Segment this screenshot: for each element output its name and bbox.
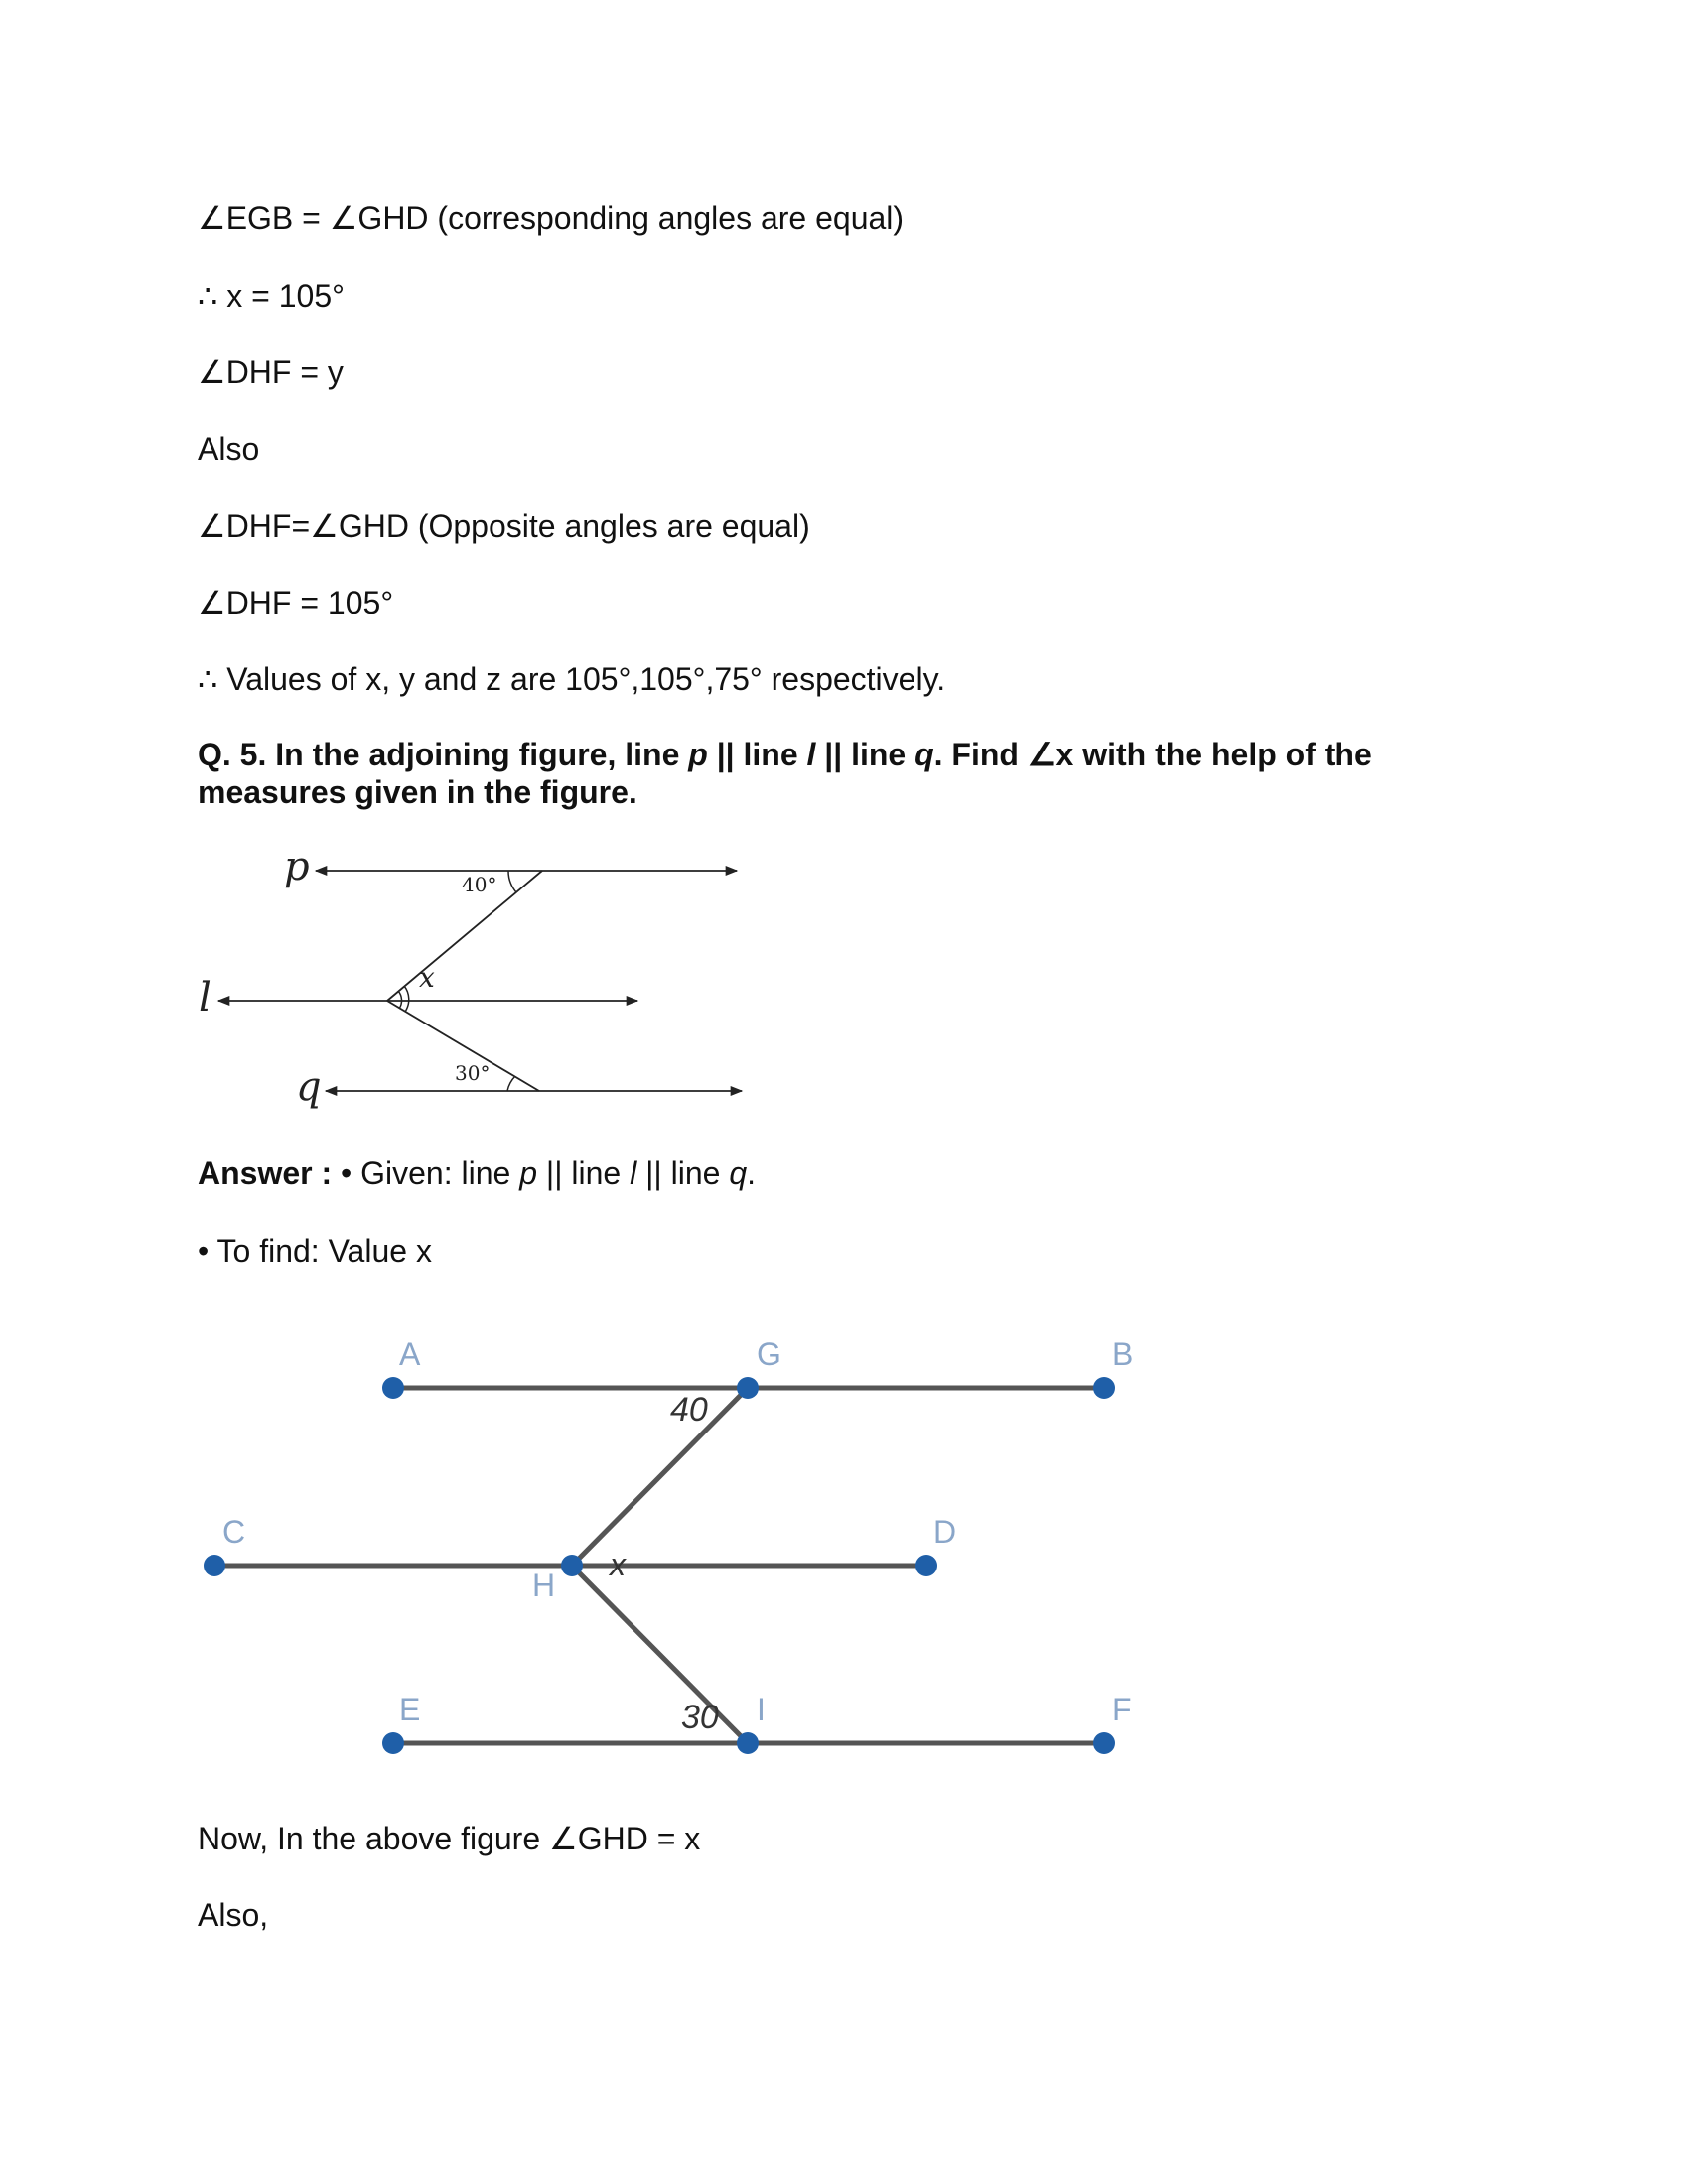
question-line-q: q (914, 737, 934, 772)
answer-text-a: • Given: line (332, 1156, 520, 1191)
question-line-l: l (806, 737, 816, 772)
answer-line-l: l (630, 1156, 637, 1191)
question-text-d: . Find ∠x with the help of the measures given in the figure. (198, 737, 1372, 810)
label-b: B (1112, 1336, 1134, 1372)
point-g (737, 1377, 759, 1399)
label-q: q (296, 1064, 322, 1110)
to-find: • To find: Value x (198, 1233, 432, 1269)
segment-gh (572, 1388, 748, 1566)
label-f: F (1112, 1692, 1132, 1727)
answer-text-b: || line (537, 1156, 631, 1191)
statement-dhf-value: ∠DHF = 105° (198, 585, 394, 620)
label-p: p (284, 844, 310, 889)
angle-label-40: 40 (670, 1391, 708, 1429)
point-i (737, 1732, 759, 1754)
point-d (915, 1555, 937, 1576)
label-a: A (399, 1336, 421, 1372)
statement-dhf-y: ∠DHF = y (198, 354, 344, 390)
question-text-a: Q. 5. In the adjoining figure, line (198, 737, 689, 772)
angle-label-30: 30 (681, 1699, 719, 1736)
answer-line-p: p (519, 1156, 537, 1191)
statement-conclusion: ∴ Values of x, y and z are 105°,105°,75° respectively. (198, 661, 946, 697)
answer-text-d: . (747, 1156, 757, 1191)
statement-now: Now, In the above figure ∠GHD = x (198, 1821, 701, 1856)
point-f (1093, 1732, 1115, 1754)
label-l: l (199, 975, 211, 1021)
point-h (561, 1555, 583, 1576)
point-c (204, 1555, 225, 1576)
segment-hi (572, 1566, 748, 1743)
statement-also: Also (198, 431, 260, 467)
label-d: D (933, 1514, 957, 1550)
label-e: E (399, 1692, 421, 1727)
angle-label-x: x (419, 961, 435, 994)
segments (214, 1388, 1104, 1743)
label-i: I (757, 1692, 766, 1727)
statement-corresponding-angles: ∠EGB = ∠GHD (corresponding angles are equal) (198, 201, 905, 236)
statement-opposite-angles: ∠DHF=∠GHD (Opposite angles are equal) (198, 508, 810, 544)
answer-line-q: q (729, 1156, 748, 1191)
label-g: G (757, 1336, 781, 1372)
statement-x-value: ∴ x = 105° (198, 278, 345, 314)
point-b (1093, 1377, 1115, 1399)
question-line-p: p (688, 737, 708, 772)
angle-label-x2: x (610, 1547, 626, 1582)
label-c: C (222, 1514, 246, 1550)
point-a (382, 1377, 404, 1399)
question-text-b: || line (707, 737, 807, 772)
label-h: H (532, 1568, 556, 1603)
statement-also-2: Also, (198, 1897, 269, 1933)
answer-label: Answer : (198, 1156, 333, 1191)
point-e (382, 1732, 404, 1754)
answer-text-c: || line (636, 1156, 730, 1191)
angle-label-top: 40° (462, 873, 497, 896)
question-text-c: || line (815, 737, 915, 772)
angle-label-bottom: 30° (455, 1061, 491, 1085)
